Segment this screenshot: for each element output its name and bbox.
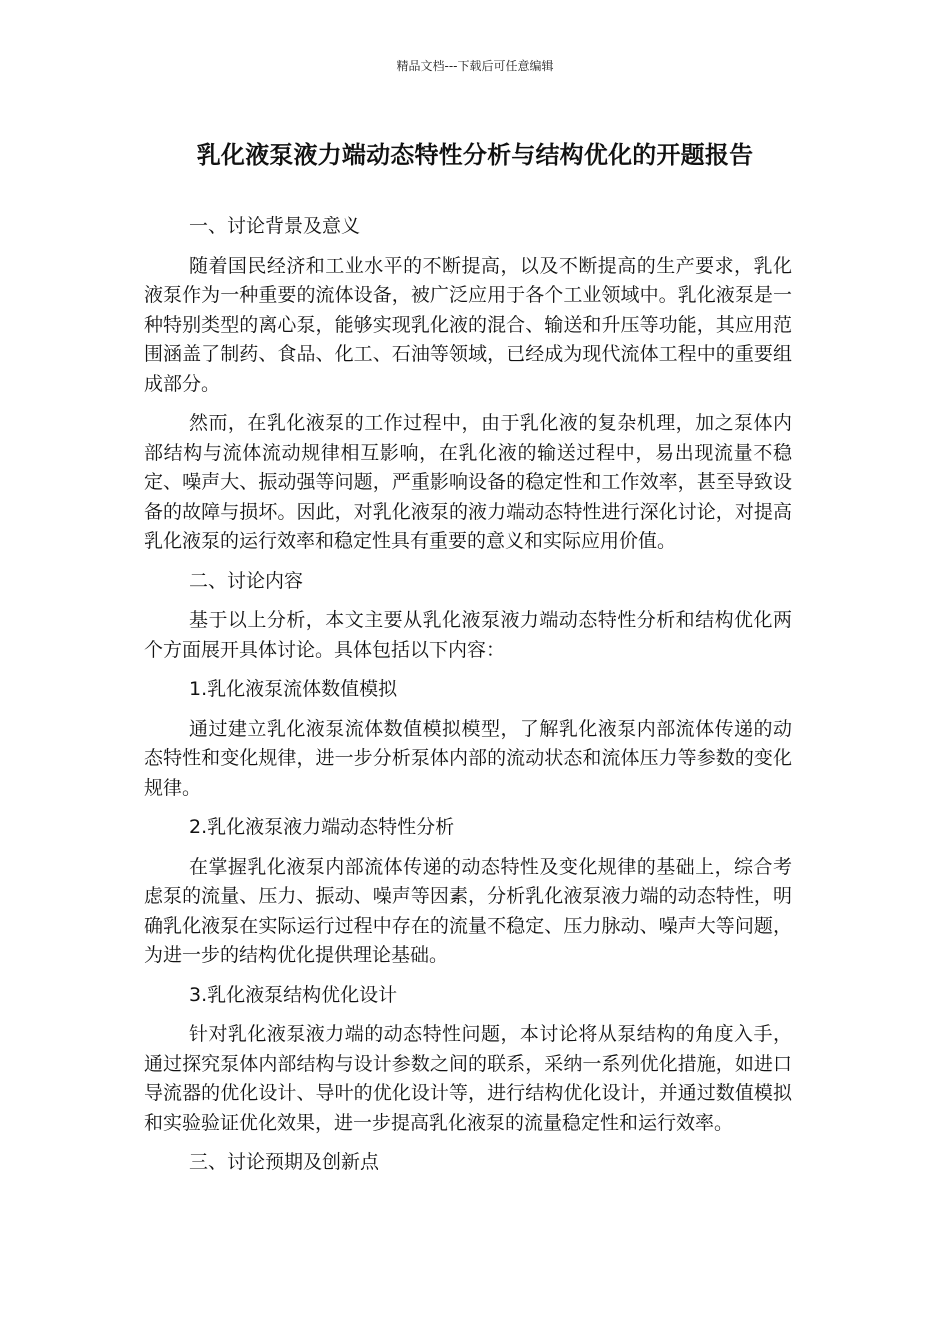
section-heading-background: 一、讨论背景及意义 xyxy=(189,215,361,237)
document-body xyxy=(144,212,792,1188)
section-heading-content: 二、讨论内容 xyxy=(189,569,304,592)
subheading-numerical-simulation: 1.乳化液泵流体数值模拟 xyxy=(189,678,398,700)
subheading-structure-optimization: 3.乳化液泵结构优化设计 xyxy=(189,983,398,1006)
paragraph-dynamic-analysis: 在掌握乳化液泵内部流体传递的动态特性及变化规律的基础上，综合考虑泵的流量、压力、振动、噪声等因素，分析乳化液泵液力端的动态特性，明确乳化液泵在实际运行过程中存在的流量不稳定、压力脉动、噪声大等问题，为进一步的结构优化提供理论基础。 xyxy=(144,855,792,966)
section-heading-expectations: 三、讨论预期及创新点 xyxy=(189,1151,380,1173)
paragraph-content-intro: 基于以上分析，本文主要从乳化液泵液力端动态特性分析和结构优化两个方面展开具体讨论。具体包括以下内容： xyxy=(144,609,792,661)
paragraph-background-1: 随着国民经济和工业水平的不断提高，以及不断提高的生产要求，乳化液泵作为一种重要的流体设备，被广泛应用于各个工业领域中。乳化液泵是一种特别类型的离心泵，能够实现乳化液的混合、输送和升压等功能，其应用范围涵盖了制药、食品、化工、石油等领域，已经成为现代流体工程中的重要组成部分。 xyxy=(144,254,792,395)
document-title: 乳化液泵液力端动态特性分析与结构优化的开题报告 xyxy=(196,141,754,169)
subheading-dynamic-analysis: 2.乳化液泵液力端动态特性分析 xyxy=(189,816,455,838)
paragraph-structure-optimization: 针对乳化液泵液力端的动态特性问题，本讨论将从泵结构的角度入手，通过探究泵体内部结构与设计参数之间的联系，采纳一系列优化措施，如进口导流器的优化设计、导叶的优化设计等，进行结构优化设计，并通过数值模拟和实验验证优化效果，进一步提高乳化液泵的流量稳定性和运行效率。 xyxy=(144,1023,792,1134)
paragraph-numerical-simulation: 通过建立乳化液泵流体数值模拟模型，了解乳化液泵内部流体传递的动态特性和变化规律，进一步分析泵体内部的流动状态和流体压力等参数的变化规律。 xyxy=(144,717,792,799)
page-header-note: 精品文档---下载后可任意编辑 xyxy=(396,59,554,73)
paragraph-background-2: 然而，在乳化液泵的工作过程中，由于乳化液的复杂机理，加之泵体内部结构与流体流动规律相互影响，在乳化液的输送过程中，易出现流量不稳定、噪声大、振动强等问题，严重影响设备的稳定性和工作效率，甚至导致设备的故障与损坏。因此，对乳化液泵的液力端动态特性进行深化讨论，对提高乳化液泵的运行效率和稳定性具有重要的意义和实际应用价值。 xyxy=(144,412,792,552)
